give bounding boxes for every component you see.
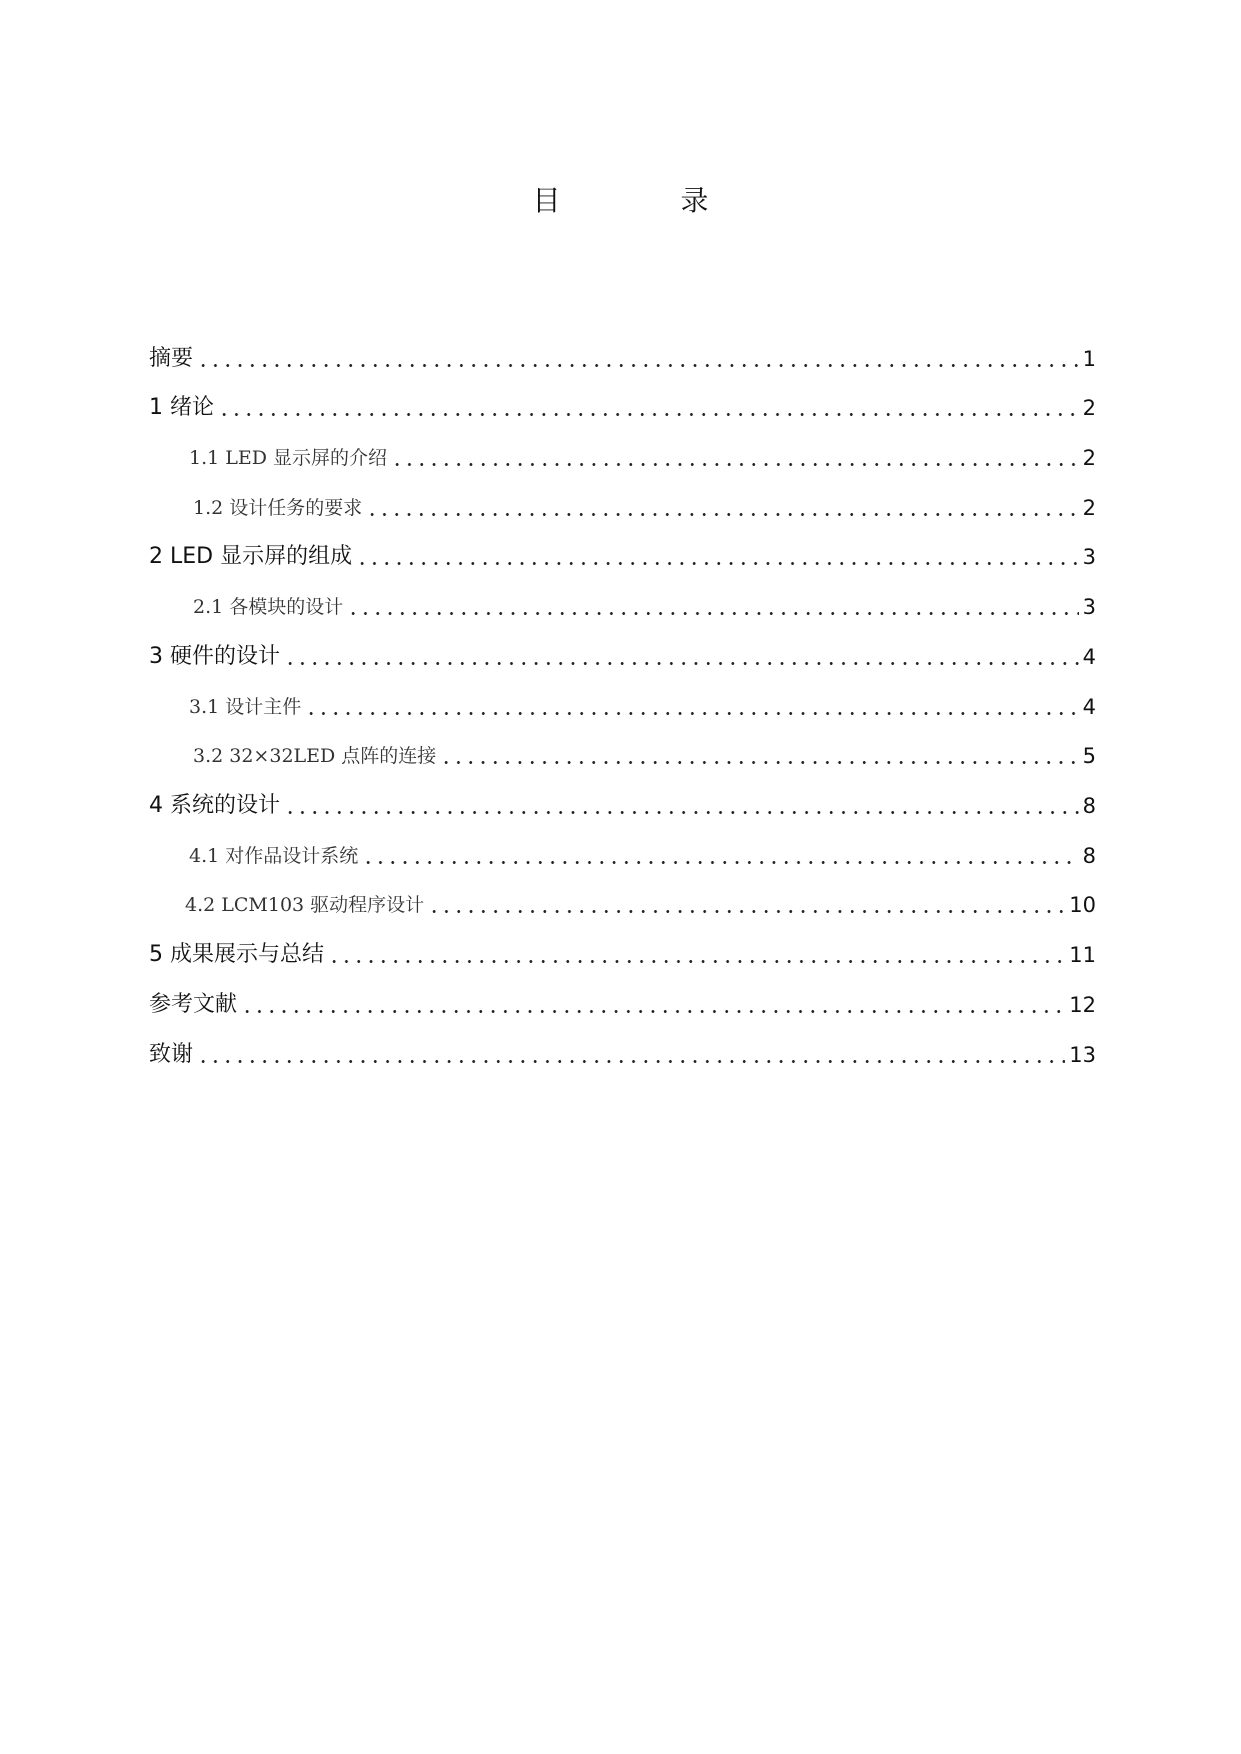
toc-entry-label: 2 LED 显示屏的组成 xyxy=(149,544,353,569)
toc-entry-page: 13 xyxy=(1069,1043,1096,1067)
toc-entry-page: 8 xyxy=(1082,844,1096,868)
dot-leader xyxy=(440,742,1078,770)
toc-entry-section-4-2[interactable] xyxy=(185,885,1096,919)
toc-entry-page: 12 xyxy=(1069,993,1096,1017)
dot-leader xyxy=(347,593,1078,621)
toc-entry-label: 1.2 设计任务的要求 xyxy=(193,497,363,519)
toc-entry-chapter-2[interactable] xyxy=(149,537,1096,571)
toc-entry-chapter-3[interactable] xyxy=(149,637,1096,671)
toc-entry-abstract[interactable] xyxy=(149,339,1096,373)
dot-leader xyxy=(197,1041,1065,1069)
dot-leader xyxy=(366,494,1078,522)
toc-entry-page: 11 xyxy=(1069,943,1096,967)
toc-entry-label: 4.2 LCM103 驱动程序设计 xyxy=(185,894,425,916)
toc-entry-section-3-1[interactable] xyxy=(189,687,1096,721)
toc-entry-label: 3 硬件的设计 xyxy=(149,644,280,669)
toc-entry-page: 4 xyxy=(1082,645,1096,669)
dot-leader xyxy=(284,643,1079,671)
toc-entry-label: 致谢 xyxy=(149,1042,194,1067)
dot-leader xyxy=(241,991,1065,1019)
dot-leader xyxy=(391,444,1079,472)
toc-entry-acknowledgements[interactable] xyxy=(149,1035,1096,1069)
dot-leader xyxy=(284,792,1079,820)
dot-leader xyxy=(218,394,1079,422)
toc-entry-section-2-1[interactable] xyxy=(193,587,1096,621)
toc-entry-page: 1 xyxy=(1082,347,1096,371)
toc-entry-label: 摘要 xyxy=(149,346,194,371)
dot-leader xyxy=(362,842,1078,870)
toc-entry-page: 2 xyxy=(1082,396,1096,420)
toc-entry-chapter-5[interactable] xyxy=(149,935,1096,969)
toc-entry-label: 1.1 LED 显示屏的介绍 xyxy=(189,447,388,469)
dot-leader xyxy=(328,941,1065,969)
toc-entry-page: 4 xyxy=(1082,695,1096,719)
toc-entry-page: 5 xyxy=(1082,744,1096,768)
toc-entry-section-1-2[interactable] xyxy=(193,488,1096,522)
toc-entry-page: 3 xyxy=(1082,595,1096,619)
toc-entry-label: 5 成果展示与总结 xyxy=(149,942,324,967)
toc-entry-page: 2 xyxy=(1082,446,1096,470)
toc-entry-label: 3.1 设计主件 xyxy=(189,696,302,718)
toc-entry-section-1-1[interactable] xyxy=(189,438,1096,472)
toc-entry-label: 4.1 对作品设计系统 xyxy=(189,845,359,867)
toc-entry-section-3-2[interactable] xyxy=(193,736,1096,770)
page-title: 目 录 xyxy=(532,184,755,217)
toc-entry-section-4-1[interactable] xyxy=(189,836,1096,870)
toc-entry-label: 3.2 32×32LED 点阵的连接 xyxy=(193,745,437,767)
toc-entry-page: 10 xyxy=(1069,893,1096,917)
dot-leader xyxy=(197,345,1079,373)
toc-entry-label: 2.1 各模块的设计 xyxy=(193,596,344,618)
toc-entry-label: 参考文献 xyxy=(149,992,238,1017)
toc-entry-page: 2 xyxy=(1082,496,1096,520)
dot-leader xyxy=(428,891,1065,919)
toc-entry-label: 1 绪论 xyxy=(149,395,214,420)
toc-entry-chapter-1[interactable] xyxy=(149,388,1096,422)
toc-entry-page: 8 xyxy=(1082,794,1096,818)
toc-entry-chapter-4[interactable] xyxy=(149,786,1096,820)
toc-entry-references[interactable] xyxy=(149,985,1096,1019)
dot-leader xyxy=(305,693,1078,721)
toc-entry-label: 4 系统的设计 xyxy=(149,793,280,818)
toc-entry-page: 3 xyxy=(1082,545,1096,569)
dot-leader xyxy=(356,543,1079,571)
